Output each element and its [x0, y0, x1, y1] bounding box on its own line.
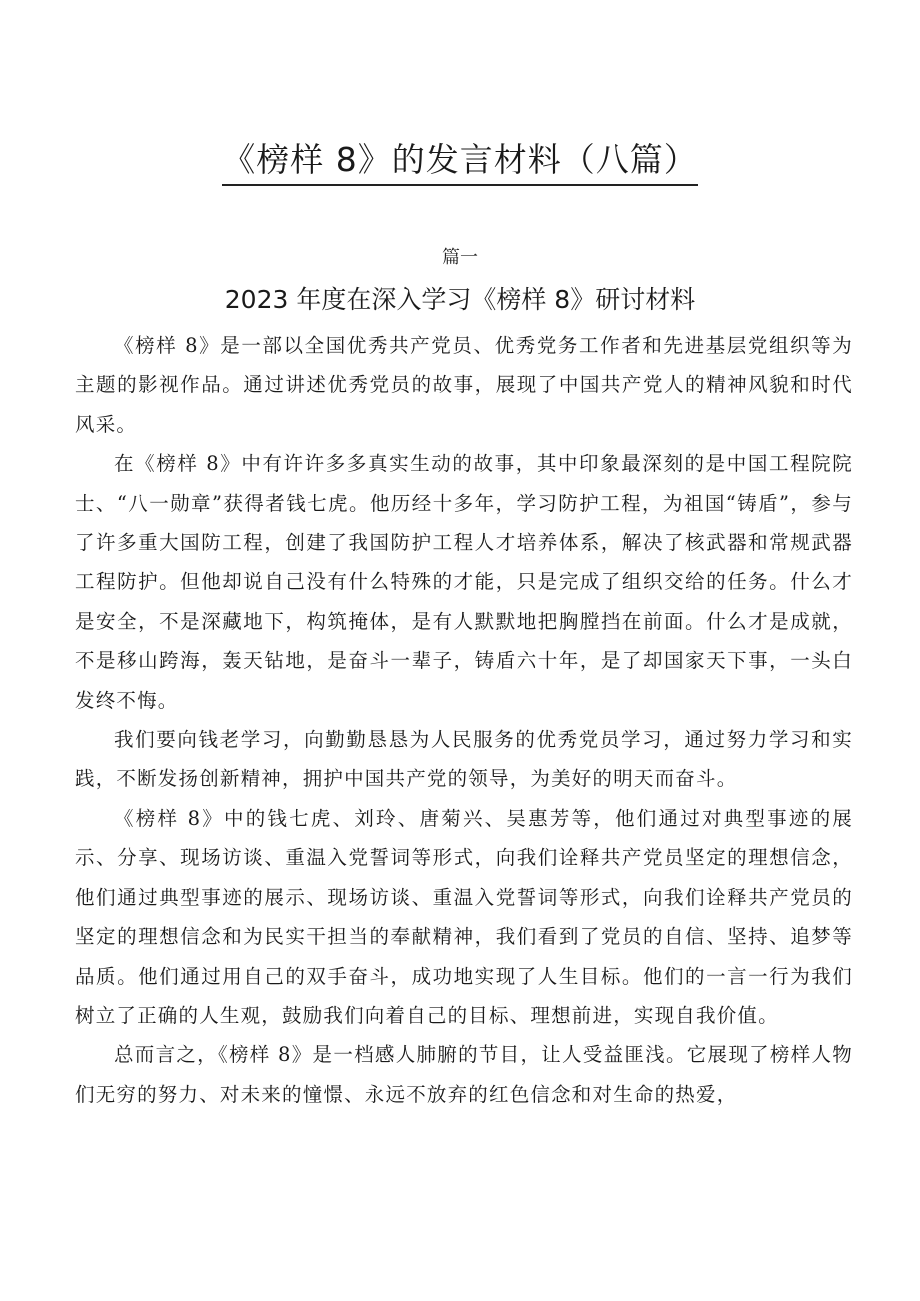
body-text [75, 326, 853, 1114]
document-title-text: 《榜样 8》的发言材料（八篇） [222, 138, 698, 186]
document-title [0, 138, 920, 186]
section-title: 2023 年度在深入学习《榜样 8》研讨材料 [224, 285, 696, 314]
paragraph: 我们要向钱老学习，向勤勤恳恳为人民服务的优秀党员学习，通过努力学习和实践，不断发扬创新精神，拥护中国共产党的领导，为美好的明天而奋斗。 [75, 728, 853, 791]
paragraph: 在《榜样 8》中有许许多多真实生动的故事，其中印象最深刻的是中国工程院院士、“八一勋章”获得者钱七虎。他历经十多年，学习防护工程，为祖国“铸盾”，参与了许多重大国防工程，创建了我国防护工程人才培养体系，解决了核武器和常规武器工程防护。但他却说自己没有什么特殊的才能，只是完成了组织交给的任务。什么才是安全，不是深藏地下，构筑掩体，是有人默默地把胸膛挡在前面。什么才是成就，不是移山跨海，轰天钻地，是奋斗一辈子，铸盾六十年，是了却国家天下事，一头白发终不悔。 [75, 452, 853, 712]
paragraph: 总而言之，《榜样 8》是一档感人肺腑的节目，让人受益匪浅。它展现了榜样人物们无穷的努力、对未来的憧憬、永远不放弃的红色信念和对生命的热爱， [75, 1043, 853, 1106]
paragraph: 《榜样 8》中的钱七虎、刘玲、唐菊兴、吴惠芳等，他们通过对典型事迹的展示、分享、现场访谈、重温入党誓词等形式，向我们诠释共产党员坚定的理想信念，他们通过典型事迹的展示、现场访谈、重温入党誓词等形式，向我们诠释共产党员的坚定的理想信念和为民实干担当的奉献精神，我们看到了党员的自信、坚持、追梦等品质。他们通过用自己的双手奋斗，成功地实现了人生目标。他们的一言一行为我们树立了正确的人生观，鼓励我们向着自己的目标、理想前进，实现自我价值。 [75, 806, 853, 1027]
part-label: 篇一 [442, 247, 478, 268]
paragraph: 《榜样 8》是一部以全国优秀共产党员、优秀党务工作者和先进基层党组织等为主题的影视作品。通过讲述优秀党员的故事，展现了中国共产党人的精神风貌和时代风采。 [75, 334, 853, 436]
